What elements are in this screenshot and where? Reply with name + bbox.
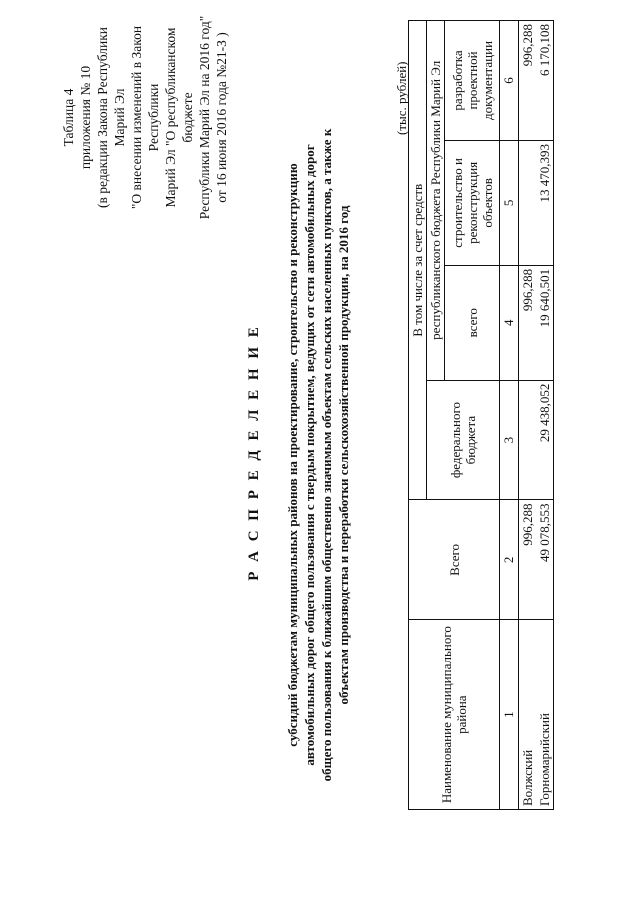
cell-federal xyxy=(519,380,537,500)
col-header-name: Наименование муниципального района xyxy=(409,620,500,810)
header-line: Таблица 4 xyxy=(61,88,76,147)
cell-total: 49 078,553 xyxy=(536,500,554,620)
header-line: (в редакции Закона Республики Марий Эл xyxy=(95,27,127,208)
document-subtitle: субсидий бюджетам муниципальных районов на проектирование, строительство и реконструкцию автомобильных дорог общего пользования с твердым покрытием, ведущих от сети автомобильных дорог общего пользования к ближайшим общественно значимым объектам сельских населенных пунктов, а также к объектам производства и переработки сельскохозяйственной продукции, на 2016 год xyxy=(285,128,351,782)
col-number: 2 xyxy=(500,500,519,620)
header-line: "О внесении изменений в Закон Республики xyxy=(129,25,161,210)
appendix-header xyxy=(60,10,230,225)
cell-rep-build: 13 470,393 xyxy=(536,140,554,265)
cell-name: Волжский xyxy=(519,620,537,810)
col-header-total: Всего xyxy=(409,500,500,620)
cell-rep-total: 19 640,501 xyxy=(536,265,554,380)
header-line: приложения № 10 xyxy=(78,65,93,170)
header-line: от 16 июня 2016 года №21-З ) xyxy=(214,32,229,203)
col-header-rep-design: разработка проектной документации xyxy=(445,21,500,141)
cell-rep-design: 6 170,108 xyxy=(536,21,554,141)
cell-federal: 29 438,052 xyxy=(536,380,554,500)
col-header-rep-build: строительство и реконструкция объектов xyxy=(445,140,500,265)
col-number: 3 xyxy=(500,380,519,500)
col-header-rep-total: всего xyxy=(445,265,500,380)
col-number: 1 xyxy=(500,620,519,810)
cell-rep-design: 996,288 xyxy=(519,21,537,141)
col-number: 6 xyxy=(500,21,519,141)
document-title: Р А С П Р Е Д Е Л Е Н И Е xyxy=(246,324,262,581)
cell-total: 996,288 xyxy=(519,500,537,620)
col-number: 4 xyxy=(500,265,519,380)
col-header-including: В том числе за счет средств xyxy=(409,21,427,501)
cell-name: Горномарийский xyxy=(536,620,554,810)
header-line: Республики Марий Эл на 2016 год" xyxy=(197,15,212,220)
units-label: (тыс. рублей) xyxy=(394,61,409,135)
col-header-republic: республиканского бюджета Республики Марий Эл xyxy=(427,21,445,381)
distribution-table xyxy=(408,20,554,810)
col-number: 5 xyxy=(500,140,519,265)
table-row xyxy=(536,21,554,810)
cell-rep-build xyxy=(519,140,537,265)
header-line: Марий Эл "О республиканском бюджете xyxy=(163,27,195,208)
table-row xyxy=(519,21,537,810)
cell-rep-total: 996,288 xyxy=(519,265,537,380)
col-header-federal: федерального бюджета xyxy=(427,380,500,500)
